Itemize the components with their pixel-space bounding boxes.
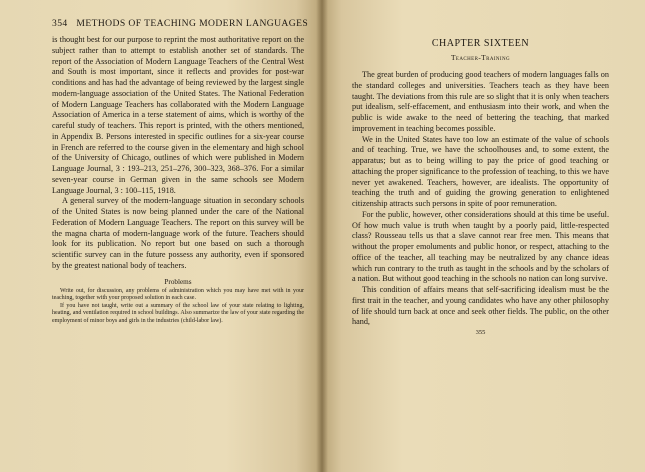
running-head [52, 18, 309, 29]
chapter-title-text: Teacher-Training [451, 53, 510, 62]
problems-heading: Problems [164, 277, 192, 286]
problems-list [52, 288, 304, 326]
problem-item: If you have not taught, write out a summary of the school law of your state relating to lighting, heating, and ventilation required in school buildings. Also summarize the law of your state regarding the employment of minor boys and girls in the industries (child-labor law). [52, 302, 304, 324]
paragraph: We in the United States have too low an estimate of the value of schools and of teaching. True, we have the schoolhouses and, to some extent, the apparatus; but as to being willing to pay the price of good teaching or attaching the proper significance to the profession of teaching, to this we have never yet awakened. Teachers, however, are idealists. The opportunity of teaching the truth and of guiding the growing generation to enlightened citizenship attracts such persons in spite of poor remuneration. [352, 134, 609, 208]
page-number: 355 [475, 329, 486, 336]
chapter-title [352, 53, 609, 62]
left-page [0, 0, 322, 472]
paragraph: For the public, however, other considerations should at this time be useful. Of how much value is truth when taught by a poorly paid, little-respected class? Rousseau tells us that a slave cannot rear free men. This means that without the proper emoluments and public honor, or respect, attaching to the office of the teacher, all teaching may be neutralized by any chance ideas which run contrary to the truth as taught in the schools and by the scholars of a nation. But without good teaching in the schools no nation can long survive. [352, 209, 609, 284]
right-page [322, 0, 645, 472]
paragraph: is thought best for our purpose to reprint the most authoritative report on the subject rather than to attempt to establish another set of standards. The report of the Association of Modern Language Teachers of the Central West and South is most important, since it reflects and provides for post-war conditions and has had the advantage of being reviewed by the largest single modern-language association of the United States. The National Federation of Modern Language Teachers has collaborated with the Modern Language Association of America in a terse statement of aims, which is worthy of the careful study of teachers. This report is printed, with the others mentioned, in Appendix B. Persons interested in specific outlines for a six-year course in French are referred to the course given in the elementary and high school of the University of Chicago, outlines of which were published in Modern Language Journal, 3 : 193–213, 251–276, 300–323, 368–376. For a similar seven-year course in German given in the same schools see Modern Language Journal, 3 : 100–115, 1918. [52, 35, 304, 195]
left-body-text [52, 35, 304, 272]
running-head-title: METHODS OF TEACHING MODERN LANGUAGES [76, 18, 309, 29]
page-number: 354 [52, 18, 68, 29]
paragraph: A general survey of the modern-language situation in secondary schools of the United States is now being planned under the care of the National Federation of Modern Language Teachers. The report on this survey will be the magna charta of modern-language work of the future. Teachers should look for its publication. No report but one based on such a thorough scientific survey can in the future possess any authority, even if sponsored by the greatest national body of teachers. [52, 196, 304, 270]
chapter-label: CHAPTER SIXTEEN [431, 38, 530, 49]
problem-item: Write out, for discussion, any problems of administration which you may have met with in your teaching, together with your proposed solution in each case. [52, 287, 304, 302]
paragraph: The great burden of producing good teachers of modern languages falls on the standard colleges and universities. Teachers teach as they have been taught. The deviations from this rule are so slight that it is only when teachers put idealism, self-effacement, and enthusiasm into their work, and when the public is wide awake to the need of bettering the teaching, that marked improvement in teaching becomes possible. [352, 70, 609, 133]
right-body-text [352, 70, 609, 328]
paragraph: This condition of affairs means that self-sacrificing idealism must be the first trait in the teacher, and young candidates who have any other philosophy of life should turn back at once and seek other fields. The public, on the other hand, [352, 285, 609, 327]
